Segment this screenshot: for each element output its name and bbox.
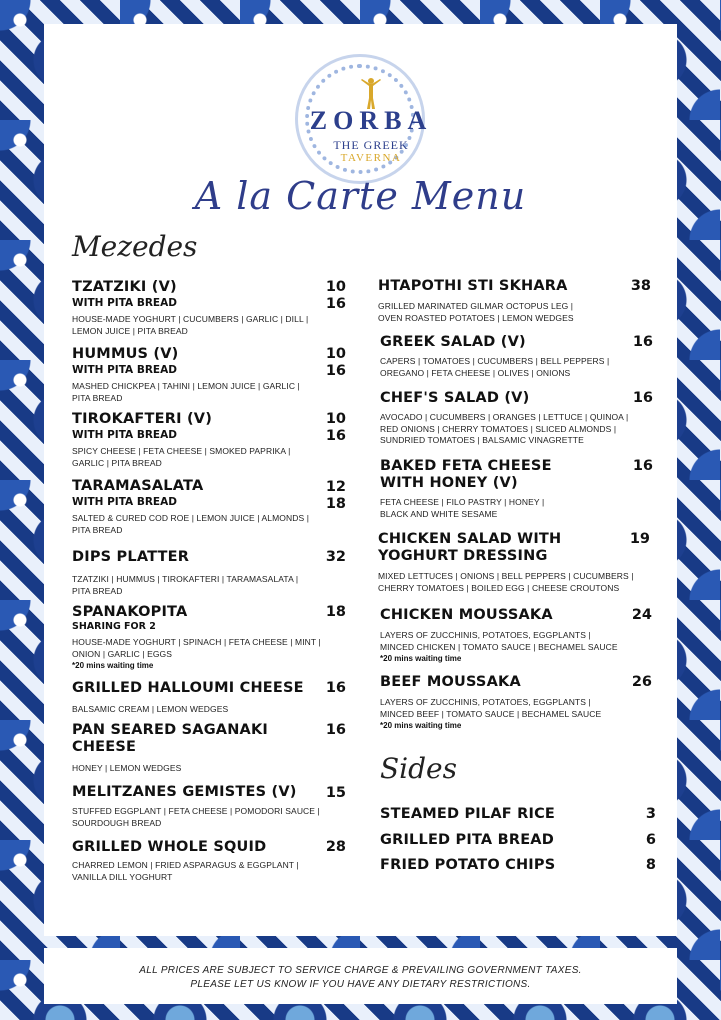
item-subtitle: WITH PITA BREAD xyxy=(72,429,177,441)
item-price: 6 xyxy=(645,832,656,848)
item-price: 16 xyxy=(632,334,653,350)
menu-card xyxy=(44,24,677,936)
menu-item-chicken-salad xyxy=(378,531,638,594)
item-price: 38 xyxy=(630,278,651,294)
item-description: STUFFED EGGPLANT | FETA CHEESE | POMODORI SAUCE | SOURDOUGH BREAD xyxy=(72,806,320,828)
item-price: 15 xyxy=(325,785,346,801)
item-name: GRILLED WHOLE SQUID xyxy=(72,839,267,855)
item-name: DIPS PLATTER xyxy=(72,549,190,565)
menu-item-baked-feta xyxy=(380,458,640,520)
item-description: LAYERS OF ZUCCHINIS, POTATOES, EGGPLANTS | MINCED CHICKEN | TOMATO SAUCE | BECHAMEL SAUCE xyxy=(380,630,618,652)
menu-item-htapothi xyxy=(378,278,638,324)
menu-item-chicken-moussaka xyxy=(380,607,640,664)
item-description: HONEY | LEMON WEDGES xyxy=(72,763,182,773)
item-description: MASHED CHICKPEA | TAHINI | LEMON JUICE | GARLIC | PITA BREAD xyxy=(72,381,300,403)
item-name: CHICKEN MOUSSAKA xyxy=(380,607,553,623)
side-item-pilaf-rice xyxy=(380,806,620,823)
menu-item-dips-platter xyxy=(72,549,332,597)
item-price: 24 xyxy=(631,607,652,623)
menu-item-chefs-salad xyxy=(380,390,640,447)
item-price: 8 xyxy=(645,857,656,873)
item-price: 16 xyxy=(632,390,653,406)
menu-item-saganaki xyxy=(72,722,332,775)
waiting-time-note: *20 mins waiting time xyxy=(380,721,462,730)
menu-item-grilled-halloumi xyxy=(72,680,332,716)
footer-disclaimer xyxy=(44,948,677,1004)
item-price: 28 xyxy=(325,839,346,855)
item-price: 16 xyxy=(632,458,653,474)
footer-line-taxes: ALL PRICES ARE SUBJECT TO SERVICE CHARGE & PREVAILING GOVERNMENT TAXES. xyxy=(139,965,582,976)
side-item-potato-chips xyxy=(380,857,620,874)
menu-item-grilled-squid xyxy=(72,839,332,883)
item-description: AVOCADO | CUCUMBERS | ORANGES | LETTUCE | QUINOA | RED ONIONS | CHERRY TOMATOES | SLICED ALMONDS | SUNDRIED TOMATOES | BALSAMIC VINAGRETTE xyxy=(380,412,629,445)
item-description: CHARRED LEMON | FRIED ASPARAGUS & EGGPLANT | VANILLA DILL YOGHURT xyxy=(72,860,299,882)
item-description: GRILLED MARINATED GILMAR OCTOPUS LEG | OVEN ROASTED POTATOES | LEMON WEDGES xyxy=(378,301,574,323)
menu-item-tirokafteri xyxy=(72,411,332,469)
item-description: SPICY CHEESE | FETA CHEESE | SMOKED PAPRIKA | GARLIC | PITA BREAD xyxy=(72,446,291,468)
menu-item-hummus xyxy=(72,346,332,404)
item-subtitle: WITH PITA BREAD xyxy=(72,364,177,376)
item-name: STEAMED PILAF RICE xyxy=(380,806,556,822)
logo-title: ZORBA xyxy=(309,106,433,135)
item-description: FETA CHEESE | FILO PASTRY | HONEY | BLACK AND WHITE SESAME xyxy=(380,497,545,519)
item-price: 10 xyxy=(325,346,346,362)
item-name: FRIED POTATO CHIPS xyxy=(380,857,556,873)
item-price: 16 xyxy=(325,680,346,696)
logo-subtitle: THE GREEK xyxy=(333,138,409,152)
menu-item-spanakopita xyxy=(72,604,332,671)
footer-line-dietary: PLEASE LET US KNOW IF YOU HAVE ANY DIETARY RESTRICTIONS. xyxy=(190,979,531,990)
item-description: CAPERS | TOMATOES | CUCUMBERS | BELL PEPPERS | OREGANO | FETA CHEESE | OLIVES | ONIONS xyxy=(380,356,610,378)
item-description: HOUSE-MADE YOGHURT | CUCUMBERS | GARLIC | DILL | LEMON JUICE | PITA BREAD xyxy=(72,314,309,336)
item-price: 18 xyxy=(325,604,346,620)
item-price: 19 xyxy=(629,531,650,547)
item-name: GRILLED PITA BREAD xyxy=(380,832,554,848)
dancer-figure-icon xyxy=(359,76,383,110)
item-name: CHEF'S SALAD (V) xyxy=(380,390,530,406)
waiting-time-note: *20 mins waiting time xyxy=(72,661,154,670)
item-name: GRILLED HALLOUMI CHEESE xyxy=(72,680,304,696)
item-name: CHICKEN SALAD WITH YOGHURT DRESSING xyxy=(378,531,562,564)
restaurant-logo xyxy=(295,54,433,184)
item-price: 3 xyxy=(645,806,656,822)
item-subtitle: WITH PITA BREAD xyxy=(72,297,177,309)
item-subtitle: SHARING FOR 2 xyxy=(72,621,156,632)
item-price: 10 xyxy=(325,279,346,295)
item-name: PAN SEARED SAGANAKI CHEESE xyxy=(72,722,269,755)
section-title-sides: Sides xyxy=(380,752,457,785)
logo-subtitle-taverna: TAVERNA xyxy=(340,152,402,164)
item-name: HTAPOTHI STI SKHARA xyxy=(378,278,568,294)
logo-meander-ring xyxy=(305,64,433,174)
item-description: SALTED & CURED COD ROE | LEMON JUICE | ALMONDS | PITA BREAD xyxy=(72,513,310,535)
item-description: TZATZIKI | HUMMUS | TIROKAFTERI | TARAMASALATA | PITA BREAD xyxy=(72,574,299,596)
item-price: 12 xyxy=(325,479,346,495)
item-name: TIROKAFTERI (V) xyxy=(72,411,213,427)
item-name: SPANAKOPITA xyxy=(72,604,188,620)
menu-item-beef-moussaka xyxy=(380,674,640,731)
waiting-time-note: *20 mins waiting time xyxy=(380,654,462,663)
item-description: MIXED LETTUCES | ONIONS | BELL PEPPERS | CUCUMBERS | CHERRY TOMATOES | BOILED EGG | CHEESE CROUTONS xyxy=(378,571,634,593)
menu-item-taramasalata xyxy=(72,478,332,536)
item-name: BEEF MOUSSAKA xyxy=(380,674,521,690)
menu-item-greek-salad xyxy=(380,334,640,379)
item-price-large: 18 xyxy=(325,496,346,512)
section-title-mezedes: Mezedes xyxy=(72,230,198,263)
item-name: TZATZIKI (V) xyxy=(72,279,177,295)
menu-title: A la Carte Menu xyxy=(194,174,527,218)
item-name: GREEK SALAD (V) xyxy=(380,334,526,350)
item-price: 26 xyxy=(631,674,652,690)
item-name: MELITZANES GEMISTES (V) xyxy=(72,784,297,800)
item-name: BAKED FETA CHEESE WITH HONEY (V) xyxy=(380,458,552,491)
item-price: 16 xyxy=(325,722,346,738)
item-price: 32 xyxy=(325,549,346,565)
item-price-large: 16 xyxy=(325,363,346,379)
item-subtitle: WITH PITA BREAD xyxy=(72,496,177,508)
item-description: BALSAMIC CREAM | LEMON WEDGES xyxy=(72,704,229,714)
menu-item-tzatziki xyxy=(72,279,332,337)
side-item-pita-bread xyxy=(380,832,620,849)
item-description: HOUSE-MADE YOGHURT | SPINACH | FETA CHEESE | MINT | ONION | GARLIC | EGGS xyxy=(72,637,321,659)
item-name: HUMMUS (V) xyxy=(72,346,179,362)
item-price-large: 16 xyxy=(325,296,346,312)
item-name: TARAMASALATA xyxy=(72,478,204,494)
item-price: 10 xyxy=(325,411,346,427)
item-price-large: 16 xyxy=(325,428,346,444)
item-description: LAYERS OF ZUCCHINIS, POTATOES, EGGPLANTS | MINCED BEEF | TOMATO SAUCE | BECHAMEL SAUCE xyxy=(380,697,602,719)
